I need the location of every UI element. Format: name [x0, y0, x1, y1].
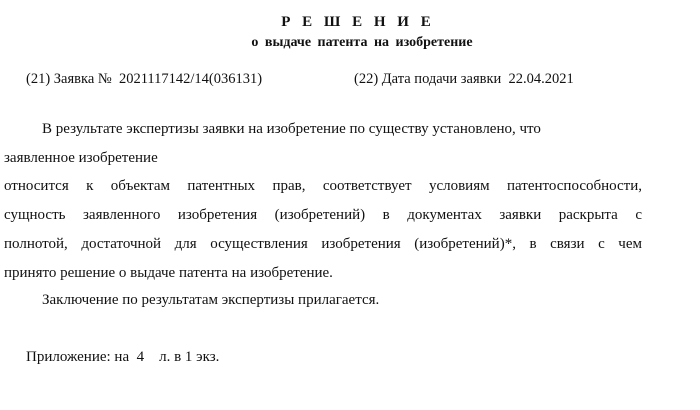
paragraph-line: принято решение о выдаче патента на изобретение.	[4, 265, 333, 281]
paragraph-line: заявленное изобретение	[4, 150, 158, 166]
document-title: Р Е Ш Е Н И Е	[281, 14, 435, 30]
conclusion-note: Заключение по результатам экспертизы прилагается.	[42, 292, 380, 308]
paragraph-line: относится к объектам патентных прав, соответствует условиям патентоспособности,	[4, 178, 642, 194]
paragraph-line: полнотой, достаточной для осуществления изобретения (изобретений)*, в связи с чем	[4, 236, 642, 252]
filing-date: (22) Дата подачи заявки 22.04.2021	[354, 71, 574, 87]
document-subtitle: о выдаче патента на изобретение	[251, 35, 473, 50]
paragraph-line: В результате экспертизы заявки на изобретение по существу установлено, что	[42, 121, 541, 137]
application-number: (21) Заявка № 2021117142/14(036131)	[26, 71, 263, 87]
attachment-note: Приложение: на 4 л. в 1 экз.	[26, 349, 220, 365]
paragraph-line: сущность заявленного изобретения (изобретений) в документах заявки раскрыта с	[4, 207, 642, 223]
